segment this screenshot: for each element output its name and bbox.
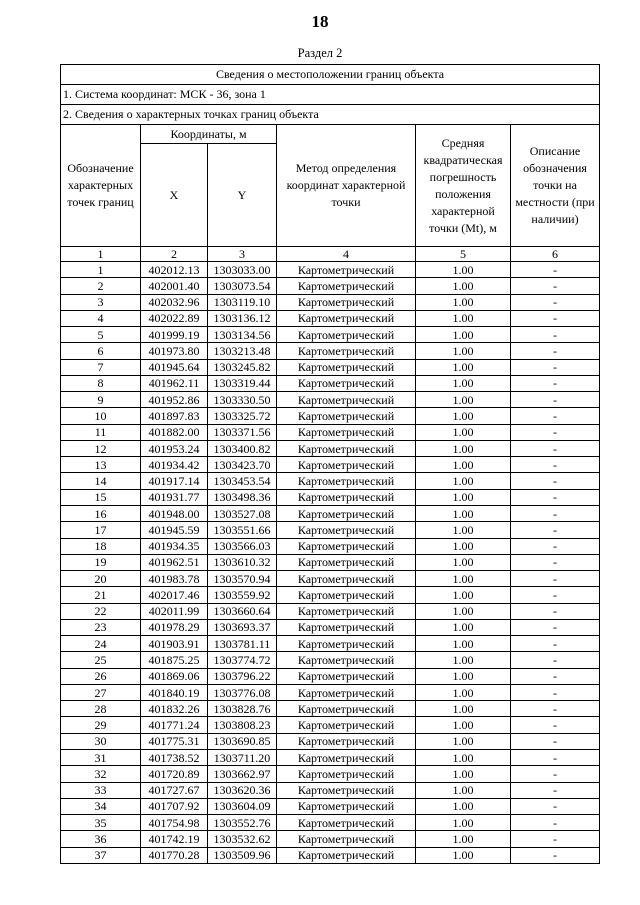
error-cell: 1.00: [416, 310, 511, 326]
points-caption: 2. Сведения о характерных точках границ объекта: [61, 105, 600, 125]
error-cell: 1.00: [416, 424, 511, 440]
header-coordinates: Координаты, м: [141, 125, 277, 144]
table-title: Сведения о местоположении границ объекта: [61, 65, 600, 85]
table-row: [61, 294, 600, 310]
description-cell: -: [511, 538, 600, 554]
point-number-cell: 23: [61, 619, 141, 635]
y-coordinate-cell: 1303774.72: [208, 652, 277, 668]
error-cell: 1.00: [416, 668, 511, 684]
table-row: [61, 424, 600, 440]
x-coordinate-cell: 401948.00: [141, 505, 208, 521]
description-cell: -: [511, 766, 600, 782]
method-cell: Картометрический: [277, 278, 416, 294]
point-number-cell: 37: [61, 847, 141, 863]
description-cell: -: [511, 668, 600, 684]
table-row: [61, 538, 600, 554]
description-cell: -: [511, 473, 600, 489]
y-coordinate-cell: 1303119.10: [208, 294, 277, 310]
table-row: [61, 310, 600, 326]
error-cell: 1.00: [416, 749, 511, 765]
error-cell: 1.00: [416, 327, 511, 343]
y-coordinate-cell: 1303559.92: [208, 587, 277, 603]
description-cell: -: [511, 636, 600, 652]
description-cell: -: [511, 798, 600, 814]
error-cell: 1.00: [416, 278, 511, 294]
method-cell: Картометрический: [277, 538, 416, 554]
error-cell: 1.00: [416, 440, 511, 456]
point-number-cell: 24: [61, 636, 141, 652]
table-row: [61, 749, 600, 765]
error-cell: 1.00: [416, 587, 511, 603]
point-number-cell: 31: [61, 749, 141, 765]
error-cell: 1.00: [416, 619, 511, 635]
header-description: Описание обозначения точки на местности (при наличии): [511, 125, 600, 247]
header-y: Y: [208, 144, 277, 247]
x-coordinate-cell: 401983.78: [141, 571, 208, 587]
table-row: [61, 798, 600, 814]
description-cell: -: [511, 262, 600, 278]
y-coordinate-cell: 1303610.32: [208, 554, 277, 570]
y-coordinate-cell: 1303527.08: [208, 505, 277, 521]
x-coordinate-cell: 401934.35: [141, 538, 208, 554]
x-coordinate-cell: 401931.77: [141, 489, 208, 505]
y-coordinate-cell: 1303828.76: [208, 701, 277, 717]
method-cell: Картометрический: [277, 701, 416, 717]
header-x: X: [141, 144, 208, 247]
error-cell: 1.00: [416, 294, 511, 310]
method-cell: Картометрический: [277, 717, 416, 733]
method-cell: Картометрический: [277, 554, 416, 570]
error-cell: 1.00: [416, 538, 511, 554]
point-number-cell: 19: [61, 554, 141, 570]
point-number-cell: 7: [61, 359, 141, 375]
description-cell: -: [511, 489, 600, 505]
point-number-cell: 12: [61, 440, 141, 456]
table-row: [61, 603, 600, 619]
error-cell: 1.00: [416, 733, 511, 749]
method-cell: Картометрический: [277, 505, 416, 521]
description-cell: -: [511, 571, 600, 587]
point-number-cell: 28: [61, 701, 141, 717]
method-cell: Картометрический: [277, 619, 416, 635]
error-cell: 1.00: [416, 262, 511, 278]
column-number: 6: [511, 247, 600, 262]
column-number: 4: [277, 247, 416, 262]
point-number-cell: 22: [61, 603, 141, 619]
point-number-cell: 6: [61, 343, 141, 359]
description-cell: -: [511, 652, 600, 668]
point-number-cell: 16: [61, 505, 141, 521]
point-number-cell: 14: [61, 473, 141, 489]
error-cell: 1.00: [416, 652, 511, 668]
description-cell: -: [511, 424, 600, 440]
method-cell: Картометрический: [277, 522, 416, 538]
column-number: 5: [416, 247, 511, 262]
x-coordinate-cell: 401934.42: [141, 457, 208, 473]
method-cell: Картометрический: [277, 815, 416, 831]
point-number-cell: 15: [61, 489, 141, 505]
method-cell: Картометрический: [277, 587, 416, 603]
y-coordinate-cell: 1303796.22: [208, 668, 277, 684]
description-cell: -: [511, 684, 600, 700]
method-cell: Картометрический: [277, 440, 416, 456]
description-cell: -: [511, 603, 600, 619]
method-cell: Картометрический: [277, 327, 416, 343]
table-row: [61, 684, 600, 700]
table-row: [61, 831, 600, 847]
description-cell: -: [511, 457, 600, 473]
method-cell: Картометрический: [277, 294, 416, 310]
table-row: [61, 408, 600, 424]
table-row: [61, 571, 600, 587]
error-cell: 1.00: [416, 684, 511, 700]
description-cell: -: [511, 815, 600, 831]
page-number: 18: [311, 12, 329, 31]
method-cell: Картометрический: [277, 749, 416, 765]
y-coordinate-cell: 1303566.03: [208, 538, 277, 554]
point-number-cell: 30: [61, 733, 141, 749]
method-cell: Картометрический: [277, 424, 416, 440]
x-coordinate-cell: 401738.52: [141, 749, 208, 765]
error-cell: 1.00: [416, 489, 511, 505]
y-coordinate-cell: 1303509.96: [208, 847, 277, 863]
description-cell: -: [511, 717, 600, 733]
header-error: Средняя квадратическая погрешность положения характерной точки (Mt), м: [416, 125, 511, 247]
point-number-cell: 10: [61, 408, 141, 424]
point-number-cell: 32: [61, 766, 141, 782]
error-cell: 1.00: [416, 359, 511, 375]
point-number-cell: 8: [61, 375, 141, 391]
method-cell: Картометрический: [277, 798, 416, 814]
error-cell: 1.00: [416, 554, 511, 570]
method-cell: Картометрический: [277, 668, 416, 684]
x-coordinate-cell: 401727.67: [141, 782, 208, 798]
y-coordinate-cell: 1303400.82: [208, 440, 277, 456]
description-cell: -: [511, 782, 600, 798]
method-cell: Картометрический: [277, 782, 416, 798]
description-cell: -: [511, 375, 600, 391]
description-cell: -: [511, 294, 600, 310]
point-number-cell: 20: [61, 571, 141, 587]
boundary-points-table: [60, 64, 600, 864]
point-number-cell: 21: [61, 587, 141, 603]
y-coordinate-cell: 1303620.36: [208, 782, 277, 798]
error-cell: 1.00: [416, 343, 511, 359]
description-cell: -: [511, 359, 600, 375]
y-coordinate-cell: 1303325.72: [208, 408, 277, 424]
point-number-cell: 11: [61, 424, 141, 440]
point-number-cell: 3: [61, 294, 141, 310]
y-coordinate-cell: 1303033.00: [208, 262, 277, 278]
x-coordinate-cell: 401962.11: [141, 375, 208, 391]
description-cell: -: [511, 701, 600, 717]
y-coordinate-cell: 1303662.97: [208, 766, 277, 782]
point-number-cell: 26: [61, 668, 141, 684]
error-cell: 1.00: [416, 375, 511, 391]
method-cell: Картометрический: [277, 375, 416, 391]
error-cell: 1.00: [416, 473, 511, 489]
y-coordinate-cell: 1303371.56: [208, 424, 277, 440]
point-number-cell: 4: [61, 310, 141, 326]
point-number-cell: 17: [61, 522, 141, 538]
x-coordinate-cell: 401882.00: [141, 424, 208, 440]
x-coordinate-cell: 401917.14: [141, 473, 208, 489]
error-cell: 1.00: [416, 798, 511, 814]
method-cell: Картометрический: [277, 652, 416, 668]
table-row: [61, 278, 600, 294]
y-coordinate-cell: 1303660.64: [208, 603, 277, 619]
x-coordinate-cell: 401775.31: [141, 733, 208, 749]
error-cell: 1.00: [416, 408, 511, 424]
table-row: [61, 554, 600, 570]
error-cell: 1.00: [416, 717, 511, 733]
method-cell: Картометрический: [277, 684, 416, 700]
method-cell: Картометрический: [277, 489, 416, 505]
method-cell: Картометрический: [277, 408, 416, 424]
y-coordinate-cell: 1303453.54: [208, 473, 277, 489]
point-number-cell: 36: [61, 831, 141, 847]
y-coordinate-cell: 1303604.09: [208, 798, 277, 814]
header-designation: Обозначение характерных точек границ: [61, 125, 141, 247]
method-cell: Картометрический: [277, 831, 416, 847]
coordinate-system: 1. Система координат: МСК - 36, зона 1: [61, 85, 600, 105]
y-coordinate-cell: 1303136.12: [208, 310, 277, 326]
point-number-cell: 34: [61, 798, 141, 814]
y-coordinate-cell: 1303552.76: [208, 815, 277, 831]
table-row: [61, 359, 600, 375]
error-cell: 1.00: [416, 815, 511, 831]
y-coordinate-cell: 1303134.56: [208, 327, 277, 343]
method-cell: Картометрический: [277, 310, 416, 326]
table-row: [61, 522, 600, 538]
y-coordinate-cell: 1303330.50: [208, 392, 277, 408]
x-coordinate-cell: 401840.19: [141, 684, 208, 700]
table-row: [61, 766, 600, 782]
method-cell: Картометрический: [277, 262, 416, 278]
column-number: 1: [61, 247, 141, 262]
description-cell: -: [511, 343, 600, 359]
y-coordinate-cell: 1303423.70: [208, 457, 277, 473]
error-cell: 1.00: [416, 571, 511, 587]
x-coordinate-cell: 401903.91: [141, 636, 208, 652]
point-number-cell: 25: [61, 652, 141, 668]
x-coordinate-cell: 401771.24: [141, 717, 208, 733]
x-coordinate-cell: 401945.59: [141, 522, 208, 538]
y-coordinate-cell: 1303808.23: [208, 717, 277, 733]
y-coordinate-cell: 1303711.20: [208, 749, 277, 765]
y-coordinate-cell: 1303532.62: [208, 831, 277, 847]
y-coordinate-cell: 1303498.36: [208, 489, 277, 505]
method-cell: Картометрический: [277, 571, 416, 587]
x-coordinate-cell: 401720.89: [141, 766, 208, 782]
error-cell: 1.00: [416, 505, 511, 521]
table-row: [61, 327, 600, 343]
x-coordinate-cell: 402022.89: [141, 310, 208, 326]
description-cell: -: [511, 847, 600, 863]
table-row: [61, 505, 600, 521]
point-number-cell: 33: [61, 782, 141, 798]
point-number-cell: 35: [61, 815, 141, 831]
x-coordinate-cell: 402001.40: [141, 278, 208, 294]
y-coordinate-cell: 1303776.08: [208, 684, 277, 700]
point-number-cell: 29: [61, 717, 141, 733]
table-row: [61, 668, 600, 684]
method-cell: Картометрический: [277, 457, 416, 473]
error-cell: 1.00: [416, 392, 511, 408]
table-row: [61, 440, 600, 456]
x-coordinate-cell: 401999.19: [141, 327, 208, 343]
error-cell: 1.00: [416, 766, 511, 782]
error-cell: 1.00: [416, 831, 511, 847]
x-coordinate-cell: 401707.92: [141, 798, 208, 814]
table-row: [61, 733, 600, 749]
description-cell: -: [511, 440, 600, 456]
table-row: [61, 262, 600, 278]
description-cell: -: [511, 733, 600, 749]
x-coordinate-cell: 401978.29: [141, 619, 208, 635]
error-cell: 1.00: [416, 522, 511, 538]
x-coordinate-cell: 402032.96: [141, 294, 208, 310]
description-cell: -: [511, 587, 600, 603]
table-row: [61, 343, 600, 359]
table-row: [61, 717, 600, 733]
table-row: [61, 473, 600, 489]
table-row: [61, 375, 600, 391]
error-cell: 1.00: [416, 636, 511, 652]
point-number-cell: 9: [61, 392, 141, 408]
x-coordinate-cell: 401973.80: [141, 343, 208, 359]
header-method: Метод определения координат характерной точки: [277, 125, 416, 247]
description-cell: -: [511, 310, 600, 326]
x-coordinate-cell: 401962.51: [141, 554, 208, 570]
table-row: [61, 701, 600, 717]
y-coordinate-cell: 1303245.82: [208, 359, 277, 375]
point-number-cell: 13: [61, 457, 141, 473]
description-cell: -: [511, 522, 600, 538]
error-cell: 1.00: [416, 782, 511, 798]
description-cell: -: [511, 831, 600, 847]
y-coordinate-cell: 1303781.11: [208, 636, 277, 652]
point-number-cell: 27: [61, 684, 141, 700]
description-cell: -: [511, 327, 600, 343]
description-cell: -: [511, 554, 600, 570]
point-number-cell: 1: [61, 262, 141, 278]
x-coordinate-cell: 401945.64: [141, 359, 208, 375]
y-coordinate-cell: 1303213.48: [208, 343, 277, 359]
method-cell: Картометрический: [277, 766, 416, 782]
description-cell: -: [511, 505, 600, 521]
x-coordinate-cell: 401875.25: [141, 652, 208, 668]
method-cell: Картометрический: [277, 392, 416, 408]
column-number: 2: [141, 247, 208, 262]
method-cell: Картометрический: [277, 733, 416, 749]
method-cell: Картометрический: [277, 473, 416, 489]
y-coordinate-cell: 1303073.54: [208, 278, 277, 294]
x-coordinate-cell: 401897.83: [141, 408, 208, 424]
x-coordinate-cell: 401742.19: [141, 831, 208, 847]
error-cell: 1.00: [416, 847, 511, 863]
point-number-cell: 5: [61, 327, 141, 343]
x-coordinate-cell: 401754.98: [141, 815, 208, 831]
y-coordinate-cell: 1303690.85: [208, 733, 277, 749]
table-row: [61, 652, 600, 668]
table-row: [61, 636, 600, 652]
y-coordinate-cell: 1303319.44: [208, 375, 277, 391]
description-cell: -: [511, 392, 600, 408]
section-label: Раздел 2: [297, 46, 343, 60]
description-cell: -: [511, 408, 600, 424]
description-cell: -: [511, 619, 600, 635]
x-coordinate-cell: 401869.06: [141, 668, 208, 684]
error-cell: 1.00: [416, 457, 511, 473]
x-coordinate-cell: 402012.13: [141, 262, 208, 278]
method-cell: Картометрический: [277, 343, 416, 359]
x-coordinate-cell: 401832.26: [141, 701, 208, 717]
x-coordinate-cell: 402011.99: [141, 603, 208, 619]
error-cell: 1.00: [416, 701, 511, 717]
table-row: [61, 587, 600, 603]
x-coordinate-cell: 402017.46: [141, 587, 208, 603]
table-row: [61, 489, 600, 505]
y-coordinate-cell: 1303551.66: [208, 522, 277, 538]
table-row: [61, 782, 600, 798]
x-coordinate-cell: 401770.28: [141, 847, 208, 863]
method-cell: Картометрический: [277, 847, 416, 863]
table-row: [61, 815, 600, 831]
table-row: [61, 619, 600, 635]
method-cell: Картометрический: [277, 359, 416, 375]
x-coordinate-cell: 401952.86: [141, 392, 208, 408]
description-cell: -: [511, 749, 600, 765]
point-number-cell: 18: [61, 538, 141, 554]
table-row: [61, 457, 600, 473]
method-cell: Картометрический: [277, 603, 416, 619]
y-coordinate-cell: 1303693.37: [208, 619, 277, 635]
x-coordinate-cell: 401953.24: [141, 440, 208, 456]
column-number: 3: [208, 247, 277, 262]
description-cell: -: [511, 278, 600, 294]
table-row: [61, 392, 600, 408]
method-cell: Картометрический: [277, 636, 416, 652]
table-row: [61, 847, 600, 863]
error-cell: 1.00: [416, 603, 511, 619]
y-coordinate-cell: 1303570.94: [208, 571, 277, 587]
point-number-cell: 2: [61, 278, 141, 294]
